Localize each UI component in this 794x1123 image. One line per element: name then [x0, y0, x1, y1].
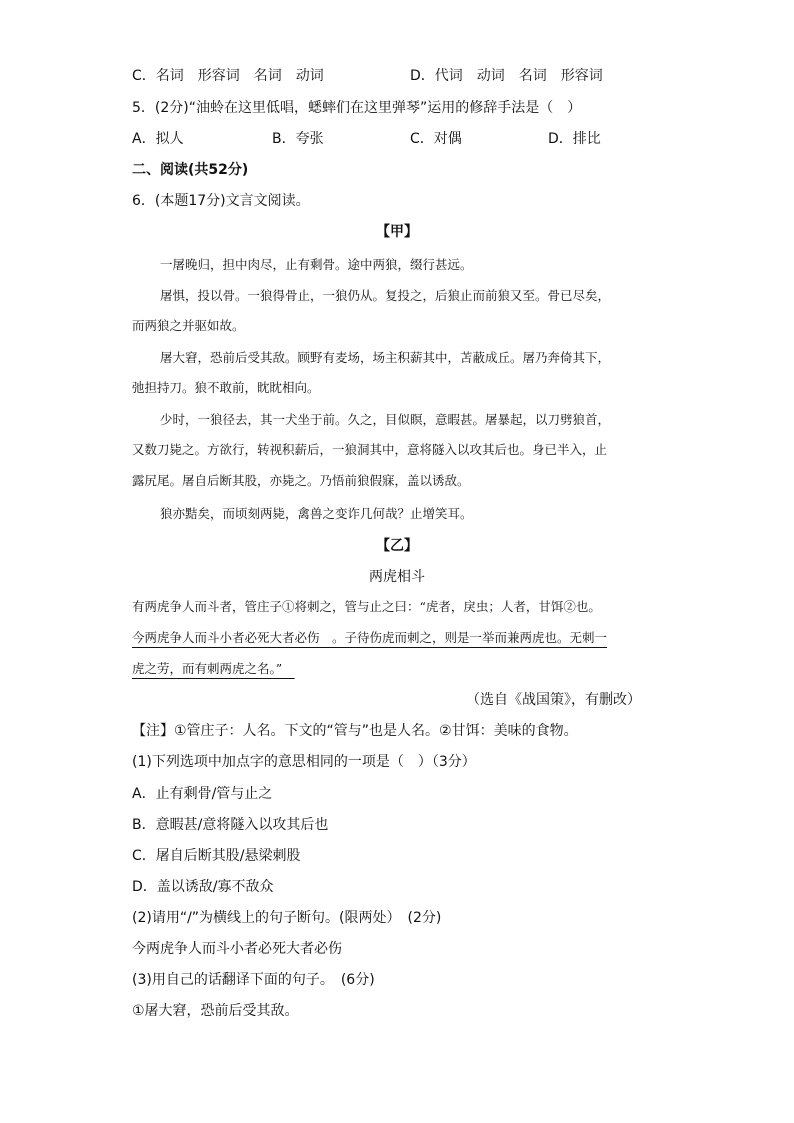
jia-line-1: 一屠晚归，担中肉尽，止有剩骨。途中两狼，缀行甚远。	[160, 257, 473, 272]
sub1-option-b: B．意暇甚/意将隧入以攻其后也	[132, 817, 329, 833]
jia-line-8: 露尻尾。屠自后断其股，亦毙之。乃悟前狼假寐，盖以诱敌。	[132, 473, 470, 488]
note: 【注】①管庄子：人名。下文的“管与”也是人名。②甘饵：美味的食物。	[132, 723, 578, 739]
sub3-item-1: ①屠大窘，恐前后受其敌。	[132, 1003, 299, 1019]
jia-line-4: 屠大窘，恐前后受其敌。顾野有麦场，场主积薪其中，苫蔽成丘。屠乃奔倚其下，	[160, 350, 611, 365]
q5-option-c: C．对偶	[410, 131, 462, 147]
q5-stem: 5．(2分)“油蛉在这里低唱，蟋蟀们在这里弹琴”运用的修辞手法是（ ）	[132, 100, 582, 116]
sub1-stem: (1)下列选项中加点字的意思相同的一项是（ ）（3分）	[132, 754, 476, 770]
section-title: 二、阅读(共52分)	[132, 162, 249, 178]
yi-source: （选自《战国策》，有删改）	[466, 692, 641, 708]
q5-option-a: A．拟人	[132, 131, 184, 147]
sub2-sentence: 今两虎争人而斗小者必死大者必伤	[132, 941, 342, 957]
q5-option-b: B．夸张	[272, 131, 324, 147]
sub3-stem: (3)用自己的话翻译下面的句子。 (6分)	[132, 972, 375, 988]
yi-line-3-underlined: 虎之劳，而有刺两虎之名。”	[132, 661, 295, 676]
jia-title: 【甲】	[376, 224, 418, 240]
sub1-option-d: D．盖以诱敌/寡不敌众	[132, 879, 274, 895]
yi-subtitle: 两虎相斗	[369, 569, 425, 585]
jia-line-6: 少时，一狼径去，其一犬坐于前。久之，目似瞑，意暇甚。屠暴起，以刀劈狼首，	[160, 412, 611, 427]
q5-option-d: D．排比	[548, 131, 601, 147]
jia-line-3: 而两狼之并驱如故。	[132, 318, 245, 333]
q6-stem: 6．(本题17分)文言文阅读。	[132, 193, 310, 209]
yi-line-2-underlined: 今两虎争人而斗小者必死大者必伤 。子待伤虎而刺之，则是一举而兼两虎也。无刺一	[132, 630, 608, 645]
jia-line-7: 又数刀毙之。方欲行，转视积薪后，一狼洞其中，意将隧入以攻其后也。身已半入，止	[132, 442, 608, 457]
jia-line-9: 狼亦黠矣，而顷刻两毙，禽兽之变诈几何哉？止增笑耳。	[160, 506, 473, 521]
jia-line-2: 屠惧，投以骨。一狼得骨止，一狼仍从。复投之，后狼止而前狼又至。骨已尽矣，	[160, 288, 611, 303]
yi-title: 【乙】	[376, 538, 418, 554]
jia-line-5: 弛担持刀。狼不敢前，眈眈相向。	[132, 380, 320, 395]
yi-line-1: 有两虎争人而斗者，管庄子①将刺之，管与止之曰：“虎者，戾虫；人者，甘饵②也。	[132, 599, 601, 614]
sub2-stem: (2)请用“/”为横线上的句子断句。(限两处） (2分)	[132, 910, 442, 926]
sub1-option-c: C．屠自后断其股/悬梁刺股	[132, 848, 301, 864]
q4-option-d: D．代词 动词 名词 形容词	[410, 68, 603, 84]
sub1-option-a: A．止有剩骨/管与止之	[132, 786, 273, 802]
q4-options-row	[132, 66, 324, 86]
q4-option-c: C．名词 形容词 名词 动词	[132, 68, 324, 84]
